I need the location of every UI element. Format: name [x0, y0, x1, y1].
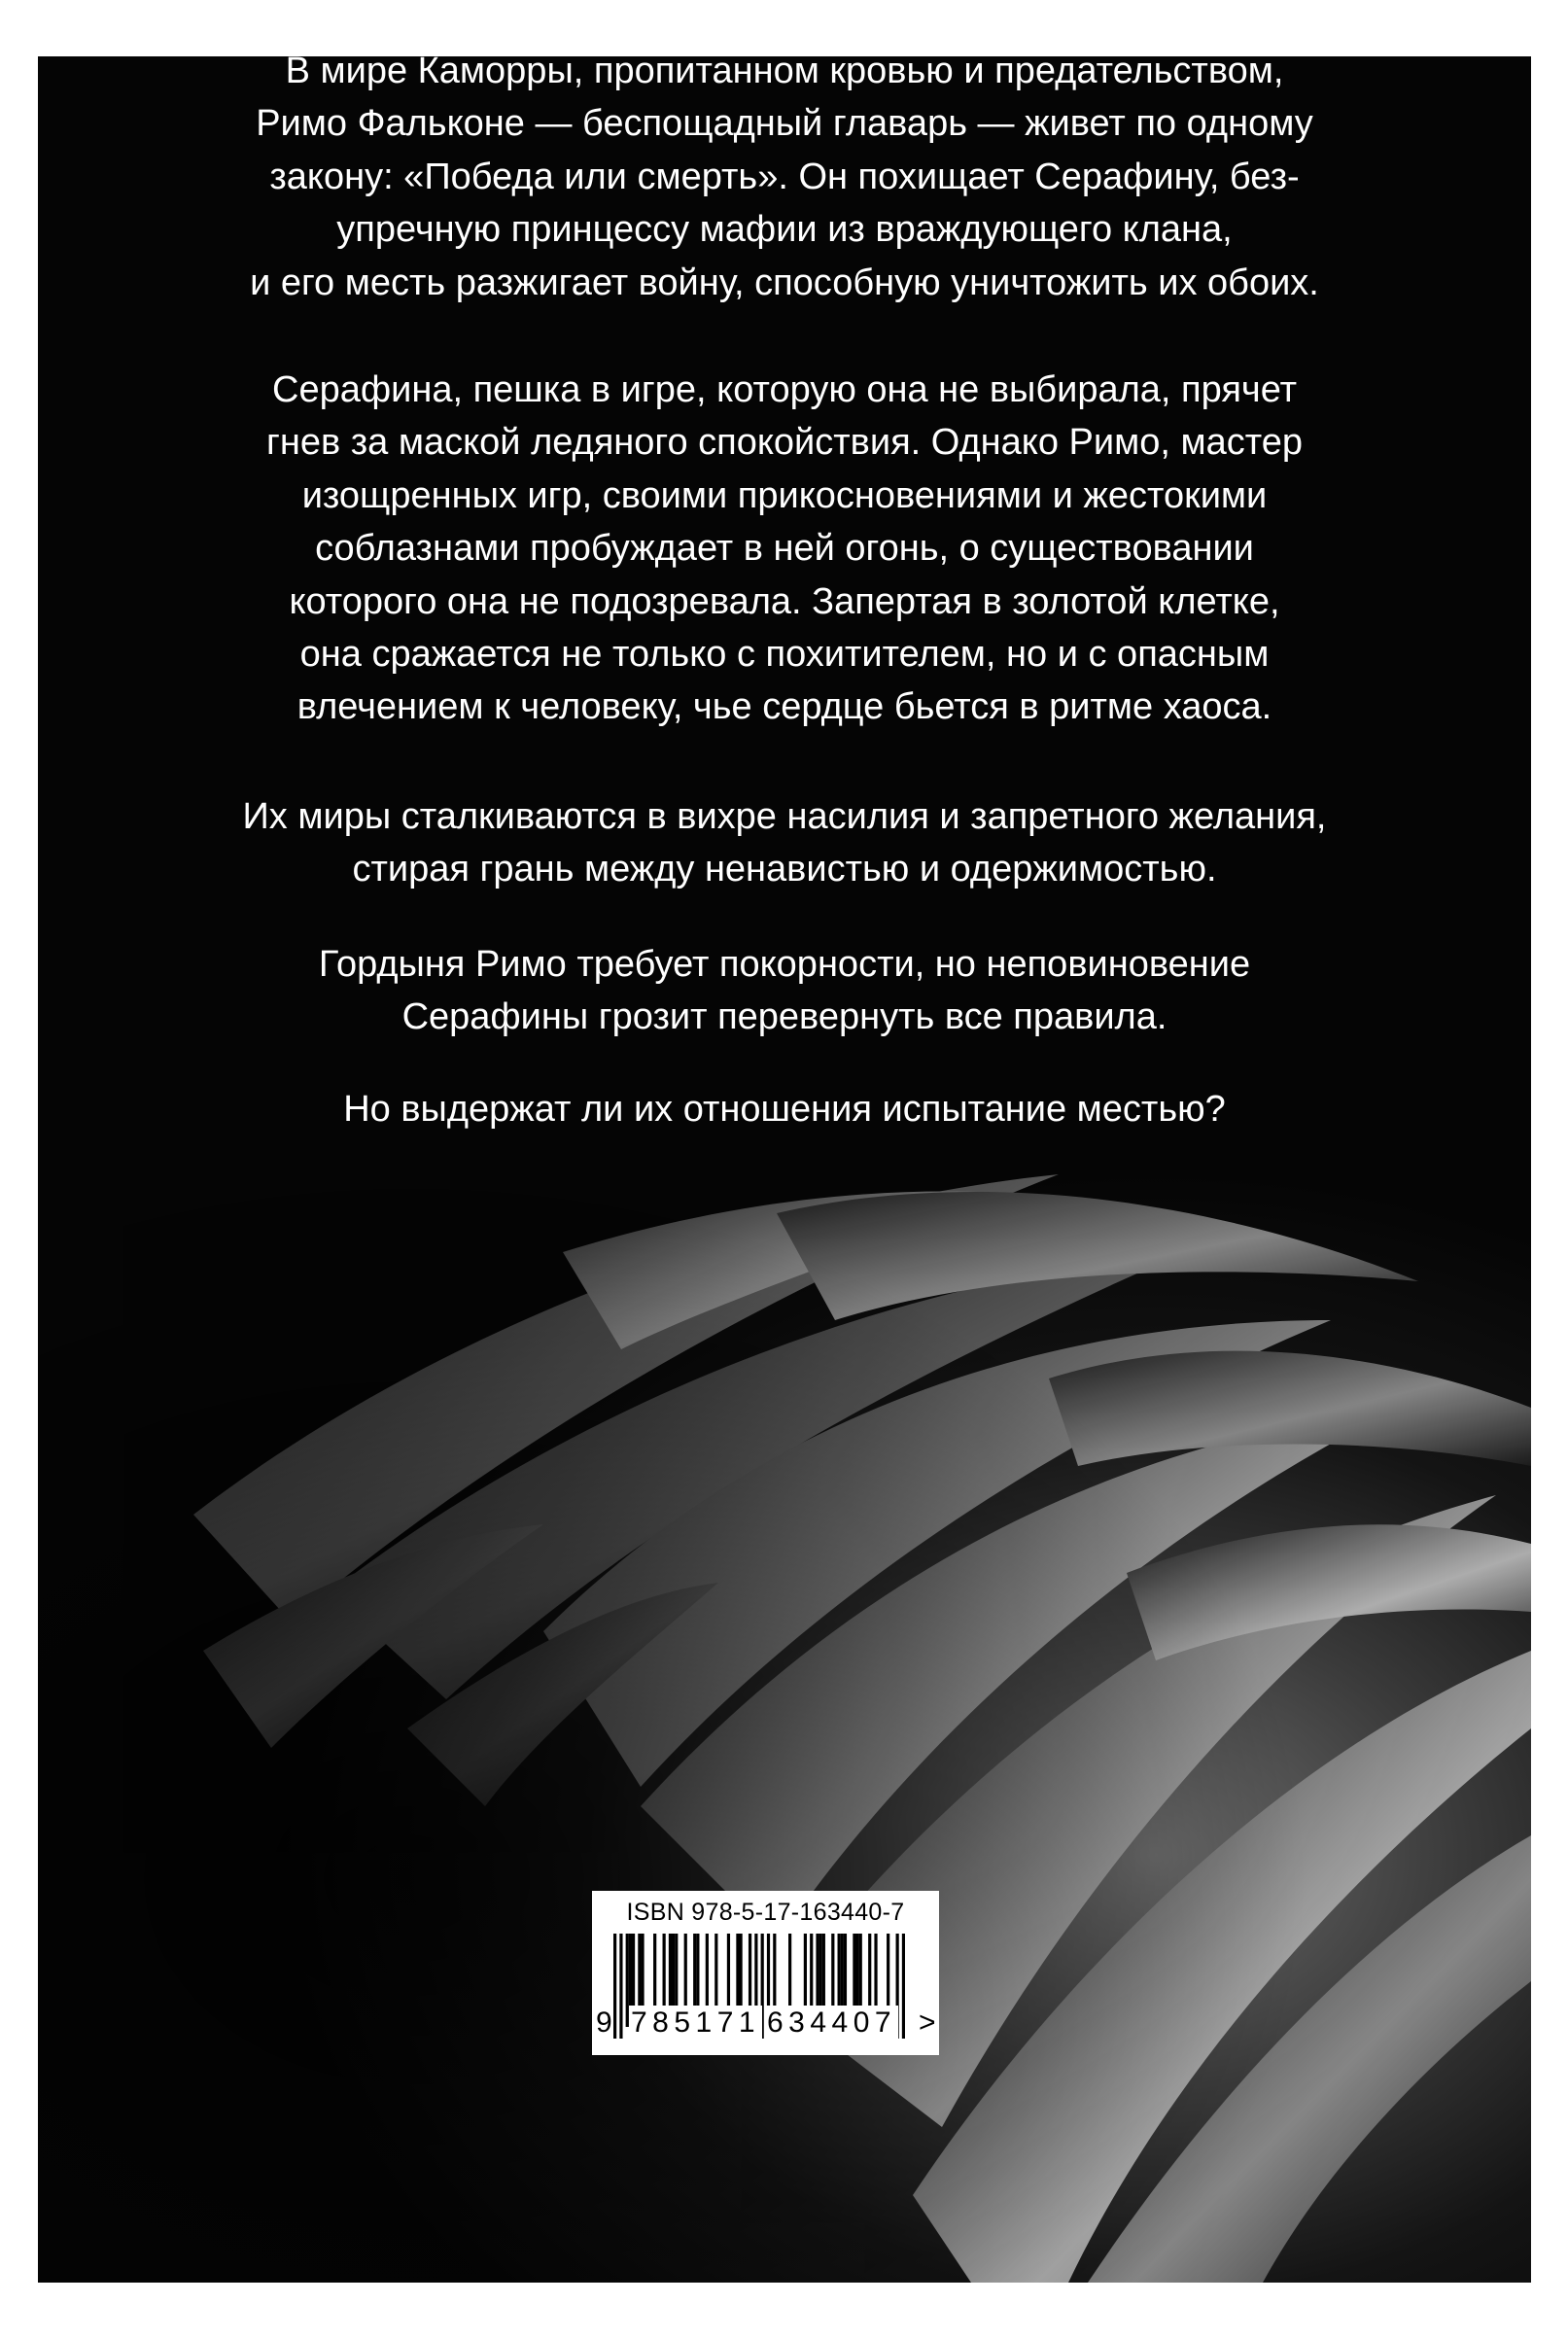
- text-line: упречную принцессу мафии из враждующего клана,: [336, 209, 1233, 251]
- text-line: Но выдержат ли их отношения испытание местью?: [343, 1089, 1226, 1130]
- description-paragraph-4: [38, 938, 1531, 1044]
- text-line: и его месть разжигает войну, способную уничтожить их обоих.: [250, 262, 1319, 303]
- text-line: Серафина, пешка в игре, которую она не выбирала, прячет: [272, 369, 1297, 410]
- ean-right-digits: 634407: [767, 2006, 897, 2039]
- text-line: влечением к человеку, чье сердце бьется в ритме хаоса.: [296, 686, 1272, 728]
- text-line: стирая грань между ненавистью и одержимостью.: [352, 849, 1217, 890]
- text-line: гнев за маской ледяного спокойствия. Однако Римо, мастер: [266, 422, 1303, 464]
- text-line: Их миры сталкиваются в вихре насилия и запретного желания,: [242, 796, 1327, 837]
- text-line: изощренных игр, своими прикосновениями и жестокими: [301, 474, 1268, 516]
- ean-quiet-zone-arrow: >: [919, 2006, 936, 2039]
- ean-left-digits: 785171: [631, 2006, 761, 2039]
- description-paragraph-5: [38, 1083, 1531, 1135]
- isbn-label: ISBN 978-5-17-163440-7: [626, 1899, 905, 1926]
- text-line: Серафины грозит перевернуть все правила.: [401, 996, 1167, 1038]
- text-line: она сражается не только с похитителем, но и с опасным: [299, 634, 1270, 676]
- back-cover: [38, 56, 1531, 2283]
- isbn-barcode: [592, 1891, 939, 2055]
- text-line: Гордыня Римо требует покорности, но неповиновение: [318, 944, 1251, 985]
- text-line: соблазнами пробуждает в ней огонь, о существовании: [315, 528, 1254, 570]
- text-line: которого она не подозревала. Запертая в золотой клетке,: [289, 580, 1280, 622]
- description-paragraph-3: [38, 790, 1531, 896]
- text-line: закону: «Победа или смерть». Он похищает Серафину, без-: [269, 156, 1300, 197]
- description-paragraph-1: [38, 56, 1531, 309]
- text-line: Римо Фальконе — беспощадный главарь — живет по одному: [256, 103, 1313, 145]
- description-paragraph-2: [38, 364, 1531, 734]
- text-line: В мире Каморры, пропитанном кровью и предательством,: [285, 56, 1284, 91]
- ean-first-digit: 9: [596, 2006, 612, 2039]
- ean-digits: [594, 2002, 937, 2041]
